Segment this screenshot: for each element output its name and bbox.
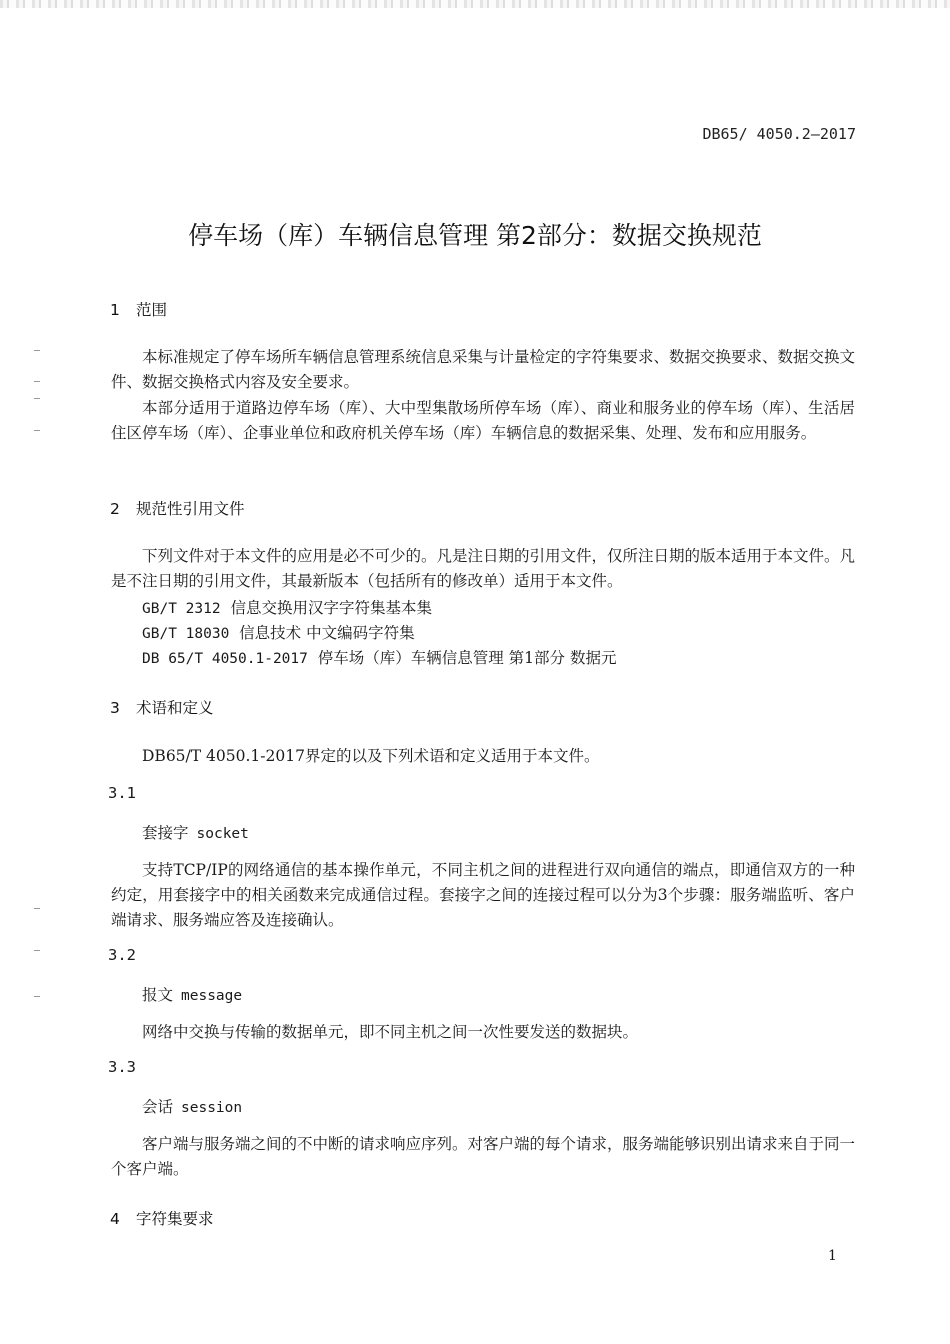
section-1-heading [110,298,167,320]
section-2-heading [110,497,245,519]
term-number: 3.3 [108,1058,136,1076]
section-2-paragraph: 下列文件对于本文件的应用是必不可少的。凡是注日期的引用文件，仅所注日期的版本适用于本文件。凡是不注日期的引用文件，其最新版本（包括所有的修改单）适用于本文件。 [111,547,856,590]
reference-name: 停车场（库）车辆信息管理 第1部分 数据元 [317,649,617,667]
term-heading [142,821,249,843]
section-title: 字符集要求 [136,1210,214,1228]
section-number: 4 [110,1210,120,1228]
term-english: session [181,1100,243,1116]
term-definition: 网络中交换与传输的数据单元，即不同主机之间一次性要发送的数据块。 [142,1023,639,1041]
term-chinese: 报文 [142,986,174,1004]
section-1-paragraph-1: 本标准规定了停车场所车辆信息管理系统信息采集与计量检定的字符集要求、数据交换要求、数据交换文件、数据交换格式内容及安全要求。 [111,348,856,391]
section-number: 3 [110,699,120,717]
section-number: 1 [110,301,120,319]
scan-margin-mark [34,398,40,399]
term-english: socket [196,826,249,842]
term-number: 3.1 [108,784,136,802]
scan-edge-artifact [0,0,950,8]
scan-margin-mark [34,908,40,909]
section-3-heading [110,696,214,718]
reference-name: 信息交换用汉字字符集基本集 [230,599,432,617]
document-title: 停车场（库）车辆信息管理 第2部分：数据交换规范 [188,221,762,250]
reference-code: GB/T 18030 [142,626,230,642]
term-english: message [181,988,243,1004]
page-number: 1 [828,1248,837,1264]
term-heading [142,1095,242,1117]
section-title: 规范性引用文件 [136,500,245,518]
normative-reference [142,596,432,618]
section-number: 2 [110,500,120,518]
section-3-intro: DB65/T 4050.1-2017界定的以及下列术语和定义适用于本文件。 [142,747,600,765]
reference-code: GB/T 2312 [142,601,221,617]
scan-margin-mark [34,430,40,431]
scan-margin-mark [34,350,40,351]
scan-margin-mark [34,950,40,951]
reference-name: 信息技术 中文编码字符集 [239,624,415,642]
term-number: 3.2 [108,946,136,964]
reference-code: DB 65/T 4050.1-2017 [142,651,308,667]
term-chinese: 套接字 [142,824,189,842]
scan-margin-mark [34,996,40,997]
term-definition: 支持TCP/IP的网络通信的基本操作单元，不同主机之间的进程进行双向通信的端点，即通信双方的一种约定，用套接字中的相关函数来完成通信过程。套接字之间的连接过程可以分为3个步骤：服务端监听、客户端请求、服务端应答及连接确认。 [111,861,855,929]
scan-margin-mark [34,381,40,382]
term-chinese: 会话 [142,1098,174,1116]
section-4-heading [110,1207,214,1229]
section-title: 范围 [136,301,168,319]
section-title: 术语和定义 [136,699,214,717]
normative-reference [142,646,616,668]
section-1-paragraph-2: 本部分适用于道路边停车场（库）、大中型集散场所停车场（库）、商业和服务业的停车场（库）、生活居住区停车场（库）、企事业单位和政府机关停车场（库）车辆信息的数据采集、处理、发布和应用服务。 [111,399,855,442]
term-definition: 客户端与服务端之间的不中断的请求响应序列。对客户端的每个请求，服务端能够识别出请求来自于同一个客户端。 [111,1135,856,1178]
document-code: DB65/ 4050.2—2017 [702,125,856,143]
term-heading [142,983,242,1005]
normative-reference [142,621,415,643]
